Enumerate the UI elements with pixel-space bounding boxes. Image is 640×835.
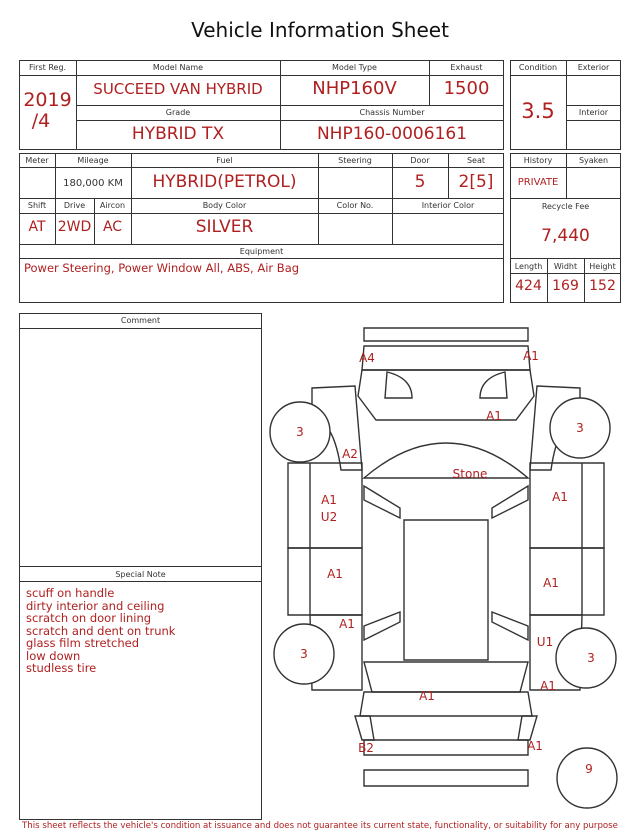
interior-label: Interior <box>578 108 609 117</box>
grade-value: HYBRID TX <box>131 124 225 144</box>
aircon-label: Aircon <box>99 201 126 210</box>
special-note-item: dirty interior and ceiling <box>26 598 165 613</box>
damage-mark: A1 <box>327 567 343 581</box>
special-note-item: low down <box>26 648 81 663</box>
grade-label: Grade <box>165 108 191 117</box>
mileage-label: Mileage <box>77 156 109 165</box>
damage-mark: A1 <box>419 689 435 703</box>
special-note-item: studless tire <box>26 661 97 675</box>
damage-mark: 3 <box>587 651 595 665</box>
damage-mark: Stone <box>452 467 488 481</box>
history-label: History <box>523 156 553 165</box>
disclaimer-footer: This sheet reflects the vehicle's condition at issuance and does not guarantee its current state, functionality, or suitability for any purpose <box>22 821 618 831</box>
seat-value: 2[5] <box>458 172 494 192</box>
car-outline <box>288 328 604 786</box>
equipment-value: Power Steering, Power Window All, ABS, Air Bag <box>24 261 300 275</box>
drive-value: 2WD <box>57 219 92 235</box>
damage-mark: U1 <box>536 635 554 649</box>
special-note-item: scratch and dent on trunk <box>26 623 176 638</box>
color-no-label: Color No. <box>336 201 374 210</box>
first-reg-year: 2019 <box>23 89 72 111</box>
steering-label: Steering <box>338 156 372 165</box>
mileage-value: 180,000 KM <box>63 178 123 189</box>
damage-mark: 3 <box>576 421 584 435</box>
damage-mark: A1 <box>540 679 556 693</box>
shift-label: Shift <box>27 201 47 210</box>
damage-mark: 3 <box>300 647 308 661</box>
special-note-item: glass film stretched <box>26 636 140 650</box>
model-type-label: Model Type <box>332 63 377 72</box>
spare-tire-icon <box>557 748 617 808</box>
drive-label: Drive <box>63 201 86 210</box>
fuel-label: Fuel <box>216 156 233 165</box>
body-color-label: Body Color <box>202 201 247 210</box>
body-color-value: SILVER <box>195 217 254 237</box>
first-reg-label: First Reg. <box>28 63 67 72</box>
model-name-value: SUCCEED VAN HYBRID <box>93 80 263 98</box>
special-note-item: scratch on door lining <box>26 611 152 625</box>
condition-score: 3.5 <box>521 99 555 123</box>
damage-mark: A1 <box>321 493 337 507</box>
first-reg-month: /4 <box>31 110 51 132</box>
door-label: Door <box>410 156 430 165</box>
recycle-fee-value: 7,440 <box>541 226 590 246</box>
exhaust-value: 1500 <box>443 78 490 99</box>
interior-color-label: Interior Color <box>421 201 475 210</box>
comment-label: Comment <box>120 316 161 325</box>
special-note-label: Special Note <box>115 570 166 579</box>
door-value: 5 <box>414 172 426 192</box>
width-value: 169 <box>552 278 579 294</box>
damage-mark: U2 <box>320 510 338 524</box>
width-label: Widht <box>553 262 578 271</box>
aircon-value: AC <box>102 219 123 235</box>
exterior-label: Exterior <box>577 63 610 72</box>
damage-mark: 9 <box>585 762 593 776</box>
damage-mark: A1 <box>339 617 355 631</box>
shift-value: AT <box>28 219 46 235</box>
damage-mark: A1 <box>523 349 539 363</box>
damage-mark: B2 <box>358 741 374 755</box>
length-label: Length <box>514 262 543 271</box>
fuel-value: HYBRID(PETROL) <box>152 172 297 192</box>
damage-mark: A2 <box>342 447 358 461</box>
length-value: 424 <box>515 278 542 294</box>
model-name-label: Model Name <box>152 63 204 72</box>
height-label: Height <box>589 262 616 271</box>
damage-mark: 3 <box>296 425 304 439</box>
damage-mark: A1 <box>486 409 502 423</box>
exhaust-label: Exhaust <box>450 63 483 72</box>
meter-label: Meter <box>25 156 49 165</box>
height-value: 152 <box>589 278 616 294</box>
chassis-number-label: Chassis Number <box>359 108 425 117</box>
page-title: Vehicle Information Sheet <box>191 18 449 42</box>
history-value: PRIVATE <box>517 177 559 188</box>
tire-rear-right-icon <box>556 628 616 688</box>
syaken-label: Syaken <box>578 156 609 165</box>
recycle-fee-label: Recycle Fee <box>541 202 590 211</box>
condition-label: Condition <box>518 63 558 72</box>
damage-mark: A4 <box>359 351 375 365</box>
seat-label: Seat <box>466 156 486 165</box>
damage-mark: A1 <box>543 576 559 590</box>
damage-mark: A1 <box>527 739 543 753</box>
model-type-value: NHP160V <box>312 78 397 99</box>
equipment-label: Equipment <box>239 247 284 256</box>
damage-mark: A1 <box>552 490 568 504</box>
chassis-number-value: NHP160-0006161 <box>316 124 468 144</box>
special-note-item: scuff on handle <box>26 586 115 600</box>
